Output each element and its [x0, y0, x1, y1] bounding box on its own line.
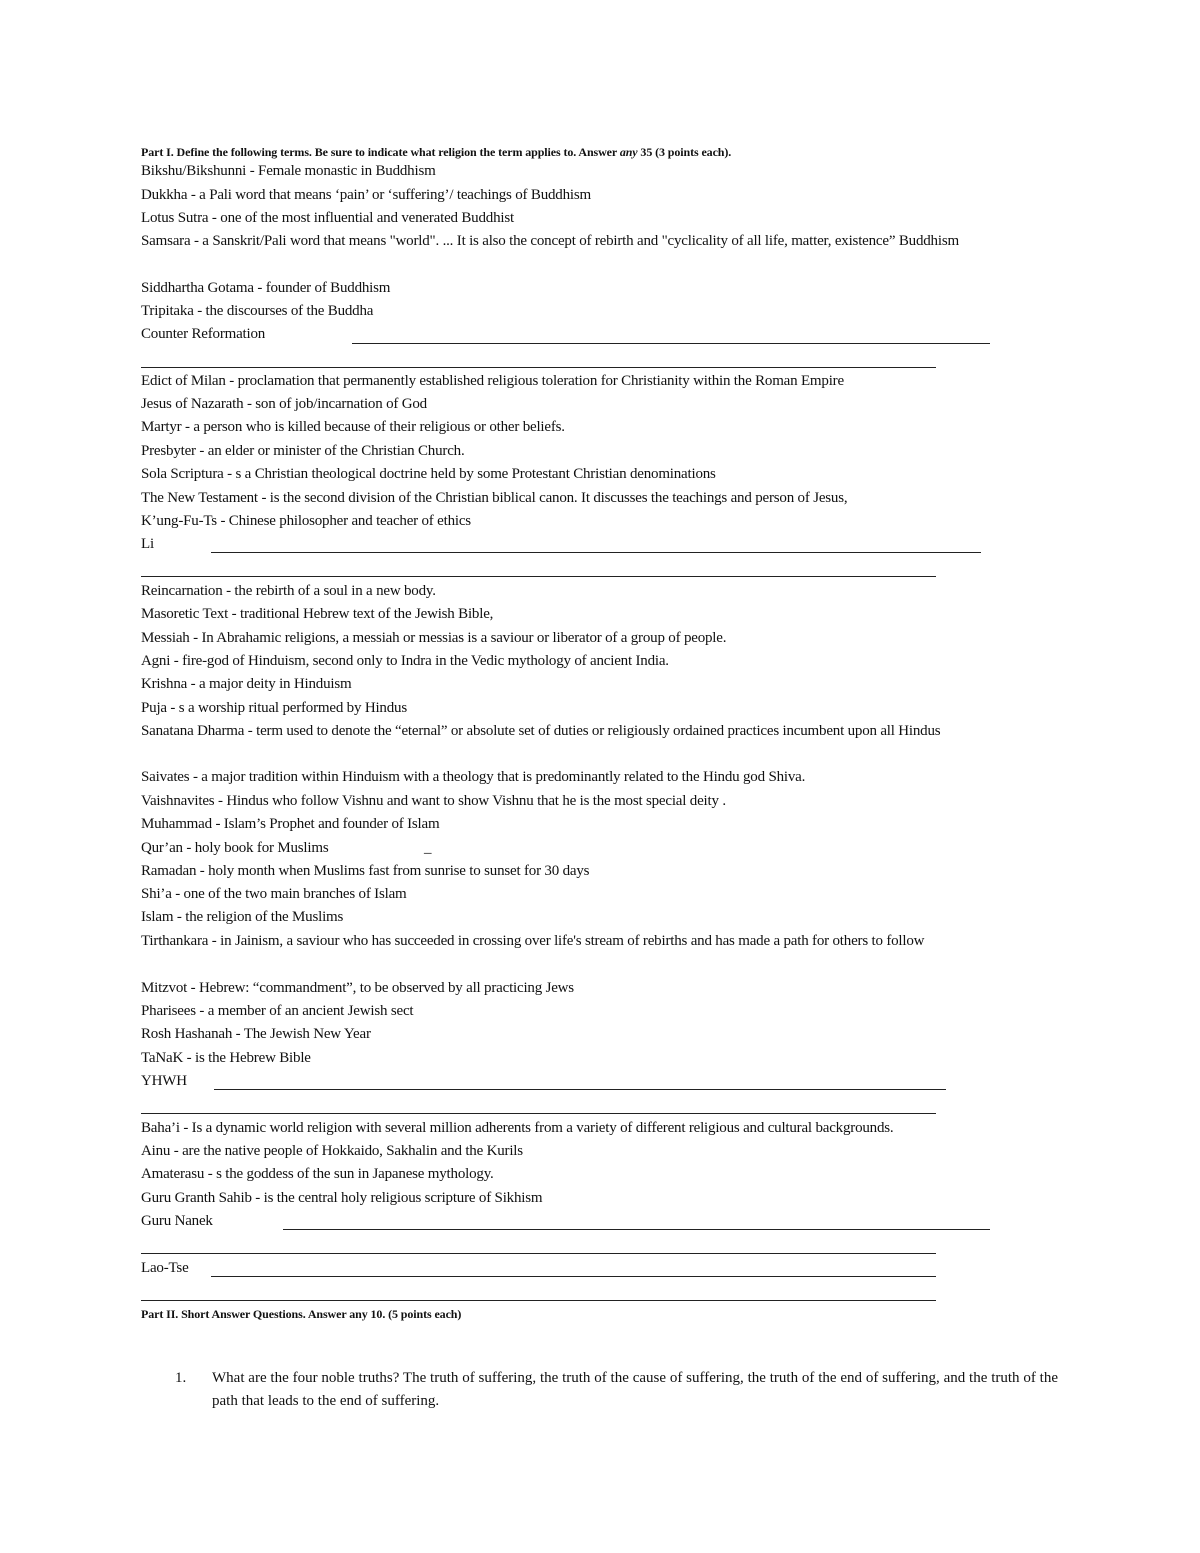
term-sola-scriptura: Sola Scriptura - s a Christian theological doctrine held by some Protestant Christian denominations [141, 466, 716, 482]
answer-line-lao-tse[interactable] [211, 1276, 936, 1277]
term-islam: Islam - the religion of the Muslims [141, 909, 344, 925]
answer-line-lao-tse-2[interactable] [141, 1300, 936, 1301]
term-lotus-sutra: Lotus Sutra - one of the most influential and venerated Buddhist [141, 210, 514, 226]
answer-line-yhwh-2[interactable] [141, 1113, 936, 1114]
part1-heading-any: any [619, 145, 638, 159]
answer-line-counter-reformation[interactable] [352, 343, 990, 344]
question-1-number: 1. [175, 1370, 187, 1386]
term-martyr: Martyr - a person who is killed because of their religious or other beliefs. [141, 419, 565, 435]
term-krishna: Krishna - a major deity in Hinduism [141, 676, 352, 692]
term-guru-nanek: Guru Nanek [141, 1213, 213, 1229]
term-shia: Shi’a - one of the two main branches of Islam [141, 886, 407, 902]
term-kung-fu-ts: K’ung-Fu-Ts - Chinese philosopher and teacher of ethics [141, 513, 471, 529]
term-ainu: Ainu - are the native people of Hokkaido, Sakhalin and the Kurils [141, 1143, 523, 1159]
term-agni: Agni - fire-god of Hinduism, second only to Indra in the Vedic mythology of ancient India. [141, 653, 669, 669]
term-reincarnation: Reincarnation - the rebirth of a soul in a new body. [141, 583, 436, 599]
term-samsara: Samsara - a Sanskrit/Pali word that means "world". ... It is also the concept of rebirth and "cyclicality of all life, matter, existence” Buddhism [141, 233, 959, 249]
term-ramadan: Ramadan - holy month when Muslims fast from sunrise to sunset for 30 days [141, 863, 590, 879]
answer-line-yhwh[interactable] [214, 1089, 946, 1090]
term-pharisees: Pharisees - a member of an ancient Jewish sect [141, 1003, 414, 1019]
term-new-testament: The New Testament - is the second division of the Christian biblical canon. It discusses the teachings and person of Jesus, [141, 490, 848, 506]
term-tripitaka: Tripitaka - the discourses of the Buddha [141, 303, 374, 319]
term-yhwh: YHWH [141, 1073, 187, 1089]
term-quran [141, 837, 1066, 860]
term-masoretic-text: Masoretic Text - traditional Hebrew text of the Jewish Bible, [141, 606, 494, 622]
term-quran-text: Qur’an - holy book for Muslims [141, 840, 329, 856]
term-tirthankara: Tirthankara - in Jainism, a saviour who has succeeded in crossing over life's stream of rebirths and has made a path for others to follow [141, 933, 925, 949]
term-bikshu: Bikshu/Bikshunni - Female monastic in Buddhism [141, 163, 436, 179]
term-tanak: TaNaK - is the Hebrew Bible [141, 1050, 311, 1066]
term-li: Li [141, 536, 154, 552]
term-saivates: Saivates - a major tradition within Hinduism with a theology that is predominantly related to the Hindu god Shiva. [141, 769, 806, 785]
term-presbyter: Presbyter - an elder or minister of the Christian Church. [141, 443, 465, 459]
term-mitzvot: Mitzvot - Hebrew: “commandment”, to be observed by all practicing Jews [141, 980, 574, 996]
answer-line-li-2[interactable] [141, 576, 936, 577]
term-siddhartha: Siddhartha Gotama - founder of Buddhism [141, 280, 391, 296]
term-guru-granth-sahib: Guru Granth Sahib - is the central holy religious scripture of Sikhism [141, 1190, 543, 1206]
term-lao-tse: Lao-Tse [141, 1260, 189, 1276]
answer-line-guru-nanek-2[interactable] [141, 1253, 936, 1254]
term-amaterasu: Amaterasu - s the goddess of the sun in Japanese mythology. [141, 1166, 494, 1182]
answer-line-guru-nanek[interactable] [283, 1229, 990, 1230]
answer-line-li[interactable] [211, 552, 981, 553]
term-muhammad: Muhammad - Islam’s Prophet and founder of Islam [141, 816, 440, 832]
question-1-text: What are the four noble truths? The truth of suffering, the truth of the cause of suffering, the truth of the end of suffering, and the truth of the path that leads to the end of suffering. [212, 1370, 1058, 1409]
term-quran-mark: _ [424, 840, 432, 856]
term-counter-reformation: Counter Reformation [141, 326, 266, 342]
term-sanatana-dharma: Sanatana Dharma - term used to denote the “eternal” or absolute set of duties or religiously ordained practices incumbent upon all Hindus [141, 723, 941, 739]
term-vaishnavites: Vaishnavites - Hindus who follow Vishnu and want to show Vishnu that he is the most special deity . [141, 793, 726, 809]
term-edict-of-milan: Edict of Milan - proclamation that permanently established religious toleration for Christianity within the Roman Empire [141, 373, 844, 389]
part1-heading-text: Part I. Define the following terms. Be sure to indicate what religion the term applies to. Answer [141, 145, 620, 159]
part2-heading: Part II. Short Answer Questions. Answer any 10. (5 points each) [141, 1307, 462, 1321]
term-jesus-of-nazarath: Jesus of Nazarath - son of job/incarnation of God [141, 396, 427, 412]
term-messiah: Messiah - In Abrahamic religions, a messiah or messias is a saviour or liberator of a group of people. [141, 630, 727, 646]
term-puja: Puja - s a worship ritual performed by Hindus [141, 700, 407, 716]
term-dukkha: Dukkha - a Pali word that means ‘pain’ or ‘suffering’/ teachings of Buddhism [141, 187, 591, 203]
term-bahai: Baha’i - Is a dynamic world religion with several million adherents from a variety of different religious and cultural backgrounds. [141, 1120, 894, 1136]
term-rosh-hashanah: Rosh Hashanah - The Jewish New Year [141, 1026, 371, 1042]
part1-heading-points: 35 (3 points each). [637, 145, 732, 159]
answer-line-counter-reformation-2[interactable] [141, 367, 936, 368]
